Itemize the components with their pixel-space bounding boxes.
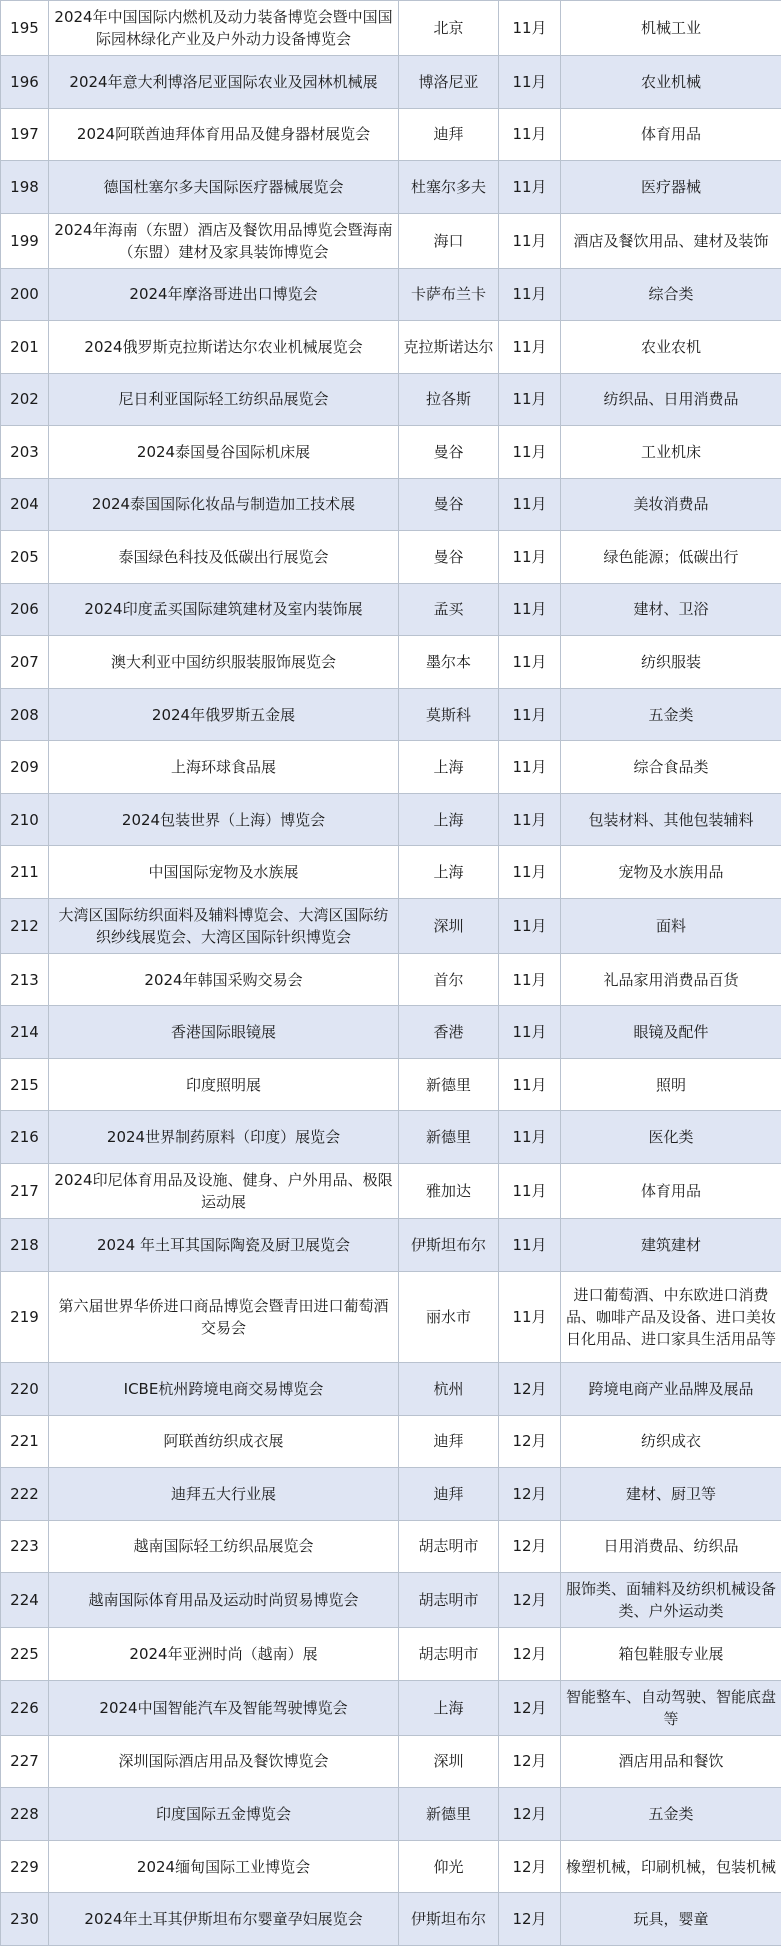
table-row xyxy=(1,583,781,636)
table-row xyxy=(1,636,781,689)
cell-exhibition-name: 第六届世界华侨进口商品博览会暨青田进口葡萄酒交易会 xyxy=(49,1271,399,1363)
cell-exhibition-name: 2024年意大利博洛尼亚国际农业及园林机械展 xyxy=(49,55,399,108)
table-row xyxy=(1,1468,781,1521)
cell-exhibition-name: 中国国际宠物及水族展 xyxy=(49,846,399,899)
cell-number: 210 xyxy=(1,793,49,846)
table-row xyxy=(1,741,781,794)
table-row xyxy=(1,478,781,531)
cell-city: 仰光 xyxy=(399,1840,499,1893)
cell-number: 205 xyxy=(1,531,49,584)
table-row xyxy=(1,1,781,56)
cell-city: 丽水市 xyxy=(399,1271,499,1363)
cell-city: 首尔 xyxy=(399,953,499,1006)
cell-city: 胡志明市 xyxy=(399,1573,499,1628)
cell-exhibition-name: 德国杜塞尔多夫国际医疗器械展览会 xyxy=(49,161,399,214)
cell-city: 曼谷 xyxy=(399,478,499,531)
cell-exhibition-name: 上海环球食品展 xyxy=(49,741,399,794)
table-row xyxy=(1,321,781,374)
cell-exhibition-name: 2024年俄罗斯五金展 xyxy=(49,688,399,741)
cell-category: 绿色能源；低碳出行 xyxy=(561,531,781,584)
table-row xyxy=(1,1415,781,1468)
cell-exhibition-name: 2024年中国国际内燃机及动力装备博览会暨中国国际园林绿化产业及户外动力设备博览会 xyxy=(49,1,399,56)
cell-number: 230 xyxy=(1,1893,49,1946)
cell-number: 202 xyxy=(1,373,49,426)
cell-month: 11月 xyxy=(499,1111,561,1164)
cell-number: 199 xyxy=(1,213,49,268)
cell-city: 博洛尼亚 xyxy=(399,55,499,108)
cell-exhibition-name: 2024俄罗斯克拉斯诺达尔农业机械展览会 xyxy=(49,321,399,374)
cell-city: 新德里 xyxy=(399,1058,499,1111)
table-row xyxy=(1,373,781,426)
cell-category: 眼镜及配件 xyxy=(561,1006,781,1059)
cell-city: 墨尔本 xyxy=(399,636,499,689)
table-row xyxy=(1,1735,781,1788)
cell-category: 建材、厨卫等 xyxy=(561,1468,781,1521)
table-row xyxy=(1,1058,781,1111)
cell-city: 杭州 xyxy=(399,1363,499,1416)
cell-month: 11月 xyxy=(499,793,561,846)
cell-category: 农业机械 xyxy=(561,55,781,108)
cell-exhibition-name: 深圳国际酒店用品及餐饮博览会 xyxy=(49,1735,399,1788)
cell-exhibition-name: 大湾区国际纺织面料及辅料博览会、大湾区国际纺织纱线展览会、大湾区国际针织博览会 xyxy=(49,898,399,953)
exhibition-table-body xyxy=(1,1,781,1946)
cell-category: 跨境电商产业品牌及展品 xyxy=(561,1363,781,1416)
table-row xyxy=(1,846,781,899)
cell-exhibition-name: ICBE杭州跨境电商交易博览会 xyxy=(49,1363,399,1416)
cell-number: 219 xyxy=(1,1271,49,1363)
cell-exhibition-name: 2024年亚洲时尚（越南）展 xyxy=(49,1628,399,1681)
cell-number: 220 xyxy=(1,1363,49,1416)
table-row xyxy=(1,268,781,321)
cell-number: 195 xyxy=(1,1,49,56)
table-row xyxy=(1,1680,781,1735)
cell-number: 215 xyxy=(1,1058,49,1111)
cell-category: 美妆消费品 xyxy=(561,478,781,531)
cell-number: 228 xyxy=(1,1788,49,1841)
cell-category: 礼品家用消费品百货 xyxy=(561,953,781,1006)
cell-month: 12月 xyxy=(499,1893,561,1946)
table-row xyxy=(1,1006,781,1059)
cell-number: 216 xyxy=(1,1111,49,1164)
cell-city: 北京 xyxy=(399,1,499,56)
cell-month: 12月 xyxy=(499,1415,561,1468)
table-row xyxy=(1,1363,781,1416)
cell-month: 11月 xyxy=(499,898,561,953)
cell-exhibition-name: 2024包装世界（上海）博览会 xyxy=(49,793,399,846)
cell-month: 11月 xyxy=(499,108,561,161)
cell-exhibition-name: 阿联酋纺织成衣展 xyxy=(49,1415,399,1468)
cell-city: 曼谷 xyxy=(399,426,499,479)
cell-city: 拉各斯 xyxy=(399,373,499,426)
table-row xyxy=(1,108,781,161)
cell-exhibition-name: 香港国际眼镜展 xyxy=(49,1006,399,1059)
cell-city: 新德里 xyxy=(399,1111,499,1164)
cell-month: 11月 xyxy=(499,636,561,689)
cell-number: 196 xyxy=(1,55,49,108)
cell-number: 209 xyxy=(1,741,49,794)
cell-exhibition-name: 2024印度孟买国际建筑建材及室内装饰展 xyxy=(49,583,399,636)
cell-city: 伊斯坦布尔 xyxy=(399,1893,499,1946)
cell-category: 日用消费品、纺织品 xyxy=(561,1520,781,1573)
cell-month: 11月 xyxy=(499,688,561,741)
cell-category: 建材、卫浴 xyxy=(561,583,781,636)
cell-category: 建筑建材 xyxy=(561,1218,781,1271)
cell-month: 11月 xyxy=(499,478,561,531)
cell-exhibition-name: 2024 年土耳其国际陶瓷及厨卫展览会 xyxy=(49,1218,399,1271)
cell-category: 宠物及水族用品 xyxy=(561,846,781,899)
cell-number: 223 xyxy=(1,1520,49,1573)
cell-month: 12月 xyxy=(499,1628,561,1681)
cell-city: 伊斯坦布尔 xyxy=(399,1218,499,1271)
cell-number: 204 xyxy=(1,478,49,531)
cell-exhibition-name: 澳大利亚中国纺织服装服饰展览会 xyxy=(49,636,399,689)
cell-month: 11月 xyxy=(499,55,561,108)
table-row xyxy=(1,898,781,953)
cell-month: 11月 xyxy=(499,846,561,899)
cell-category: 工业机床 xyxy=(561,426,781,479)
cell-exhibition-name: 泰国绿色科技及低碳出行展览会 xyxy=(49,531,399,584)
table-row xyxy=(1,213,781,268)
cell-month: 12月 xyxy=(499,1680,561,1735)
table-row xyxy=(1,1520,781,1573)
cell-exhibition-name: 2024缅甸国际工业博览会 xyxy=(49,1840,399,1893)
cell-month: 11月 xyxy=(499,1164,561,1219)
cell-city: 上海 xyxy=(399,741,499,794)
cell-category: 包装材料、其他包装辅料 xyxy=(561,793,781,846)
cell-category: 五金类 xyxy=(561,1788,781,1841)
cell-month: 11月 xyxy=(499,741,561,794)
cell-city: 上海 xyxy=(399,793,499,846)
cell-exhibition-name: 2024年摩洛哥进出口博览会 xyxy=(49,268,399,321)
cell-category: 机械工业 xyxy=(561,1,781,56)
cell-city: 深圳 xyxy=(399,1735,499,1788)
cell-exhibition-name: 2024年海南（东盟）酒店及餐饮用品博览会暨海南（东盟）建材及家具装饰博览会 xyxy=(49,213,399,268)
cell-exhibition-name: 2024中国智能汽车及智能驾驶博览会 xyxy=(49,1680,399,1735)
cell-category: 综合食品类 xyxy=(561,741,781,794)
cell-city: 迪拜 xyxy=(399,108,499,161)
cell-number: 214 xyxy=(1,1006,49,1059)
cell-month: 11月 xyxy=(499,583,561,636)
cell-number: 203 xyxy=(1,426,49,479)
cell-category: 玩具，婴童 xyxy=(561,1893,781,1946)
cell-category: 箱包鞋服专业展 xyxy=(561,1628,781,1681)
table-row xyxy=(1,1111,781,1164)
cell-month: 11月 xyxy=(499,213,561,268)
cell-number: 224 xyxy=(1,1573,49,1628)
cell-month: 11月 xyxy=(499,268,561,321)
cell-exhibition-name: 尼日利亚国际轻工纺织品展览会 xyxy=(49,373,399,426)
cell-exhibition-name: 越南国际轻工纺织品展览会 xyxy=(49,1520,399,1573)
cell-month: 12月 xyxy=(499,1363,561,1416)
cell-category: 酒店用品和餐饮 xyxy=(561,1735,781,1788)
cell-number: 211 xyxy=(1,846,49,899)
cell-month: 11月 xyxy=(499,1058,561,1111)
cell-month: 11月 xyxy=(499,953,561,1006)
cell-exhibition-name: 迪拜五大行业展 xyxy=(49,1468,399,1521)
cell-number: 217 xyxy=(1,1164,49,1219)
cell-exhibition-name: 越南国际体育用品及运动时尚贸易博览会 xyxy=(49,1573,399,1628)
table-row xyxy=(1,953,781,1006)
cell-month: 11月 xyxy=(499,1,561,56)
cell-number: 206 xyxy=(1,583,49,636)
cell-month: 12月 xyxy=(499,1840,561,1893)
cell-month: 11月 xyxy=(499,531,561,584)
cell-number: 200 xyxy=(1,268,49,321)
cell-number: 198 xyxy=(1,161,49,214)
cell-category: 体育用品 xyxy=(561,1164,781,1219)
table-row xyxy=(1,1788,781,1841)
cell-exhibition-name: 2024阿联酋迪拜体育用品及健身器材展览会 xyxy=(49,108,399,161)
cell-city: 胡志明市 xyxy=(399,1520,499,1573)
cell-number: 201 xyxy=(1,321,49,374)
cell-category: 体育用品 xyxy=(561,108,781,161)
cell-number: 227 xyxy=(1,1735,49,1788)
cell-city: 卡萨布兰卡 xyxy=(399,268,499,321)
cell-category: 综合类 xyxy=(561,268,781,321)
cell-category: 智能整车、自动驾驶、智能底盘等 xyxy=(561,1680,781,1735)
cell-city: 香港 xyxy=(399,1006,499,1059)
cell-number: 207 xyxy=(1,636,49,689)
cell-city: 迪拜 xyxy=(399,1415,499,1468)
cell-category: 纺织服装 xyxy=(561,636,781,689)
cell-exhibition-name: 2024年土耳其伊斯坦布尔婴童孕妇展览会 xyxy=(49,1893,399,1946)
cell-number: 208 xyxy=(1,688,49,741)
cell-city: 海口 xyxy=(399,213,499,268)
table-row xyxy=(1,1271,781,1363)
table-row xyxy=(1,688,781,741)
cell-city: 新德里 xyxy=(399,1788,499,1841)
cell-month: 12月 xyxy=(499,1520,561,1573)
table-row xyxy=(1,1164,781,1219)
cell-month: 11月 xyxy=(499,426,561,479)
cell-category: 医化类 xyxy=(561,1111,781,1164)
cell-city: 迪拜 xyxy=(399,1468,499,1521)
cell-city: 雅加达 xyxy=(399,1164,499,1219)
table-row xyxy=(1,161,781,214)
table-row xyxy=(1,1628,781,1681)
cell-number: 222 xyxy=(1,1468,49,1521)
cell-exhibition-name: 2024泰国国际化妆品与制造加工技术展 xyxy=(49,478,399,531)
cell-month: 11月 xyxy=(499,161,561,214)
cell-number: 229 xyxy=(1,1840,49,1893)
cell-city: 上海 xyxy=(399,1680,499,1735)
cell-category: 纺织成衣 xyxy=(561,1415,781,1468)
cell-month: 11月 xyxy=(499,1218,561,1271)
cell-category: 纺织品、日用消费品 xyxy=(561,373,781,426)
cell-month: 11月 xyxy=(499,1006,561,1059)
cell-number: 218 xyxy=(1,1218,49,1271)
cell-category: 五金类 xyxy=(561,688,781,741)
table-row xyxy=(1,55,781,108)
cell-category: 橡塑机械，印刷机械，包装机械 xyxy=(561,1840,781,1893)
cell-exhibition-name: 2024印尼体育用品及设施、健身、户外用品、极限运动展 xyxy=(49,1164,399,1219)
table-row xyxy=(1,1840,781,1893)
cell-number: 213 xyxy=(1,953,49,1006)
cell-month: 12月 xyxy=(499,1788,561,1841)
table-row xyxy=(1,1893,781,1946)
cell-category: 酒店及餐饮用品、建材及装饰 xyxy=(561,213,781,268)
cell-month: 11月 xyxy=(499,373,561,426)
cell-category: 进口葡萄酒、中东欧进口消费品、咖啡产品及设备、进口美妆日化用品、进口家具生活用品等 xyxy=(561,1271,781,1363)
table-row xyxy=(1,1218,781,1271)
cell-number: 226 xyxy=(1,1680,49,1735)
cell-city: 克拉斯诺达尔 xyxy=(399,321,499,374)
cell-category: 服饰类、面辅料及纺织机械设备类、户外运动类 xyxy=(561,1573,781,1628)
cell-exhibition-name: 2024世界制药原料（印度）展览会 xyxy=(49,1111,399,1164)
cell-number: 197 xyxy=(1,108,49,161)
cell-city: 杜塞尔多夫 xyxy=(399,161,499,214)
cell-month: 11月 xyxy=(499,321,561,374)
cell-city: 上海 xyxy=(399,846,499,899)
table-row xyxy=(1,426,781,479)
cell-exhibition-name: 印度照明展 xyxy=(49,1058,399,1111)
cell-city: 深圳 xyxy=(399,898,499,953)
table-row xyxy=(1,531,781,584)
cell-month: 11月 xyxy=(499,1271,561,1363)
cell-exhibition-name: 印度国际五金博览会 xyxy=(49,1788,399,1841)
cell-number: 221 xyxy=(1,1415,49,1468)
cell-category: 农业农机 xyxy=(561,321,781,374)
table-row xyxy=(1,1573,781,1628)
cell-number: 212 xyxy=(1,898,49,953)
cell-city: 莫斯科 xyxy=(399,688,499,741)
table-row xyxy=(1,793,781,846)
cell-category: 照明 xyxy=(561,1058,781,1111)
cell-city: 曼谷 xyxy=(399,531,499,584)
cell-city: 孟买 xyxy=(399,583,499,636)
cell-exhibition-name: 2024泰国曼谷国际机床展 xyxy=(49,426,399,479)
cell-city: 胡志明市 xyxy=(399,1628,499,1681)
cell-month: 12月 xyxy=(499,1573,561,1628)
cell-number: 225 xyxy=(1,1628,49,1681)
cell-category: 医疗器械 xyxy=(561,161,781,214)
cell-exhibition-name: 2024年韩国采购交易会 xyxy=(49,953,399,1006)
cell-month: 12月 xyxy=(499,1468,561,1521)
cell-month: 12月 xyxy=(499,1735,561,1788)
cell-category: 面料 xyxy=(561,898,781,953)
